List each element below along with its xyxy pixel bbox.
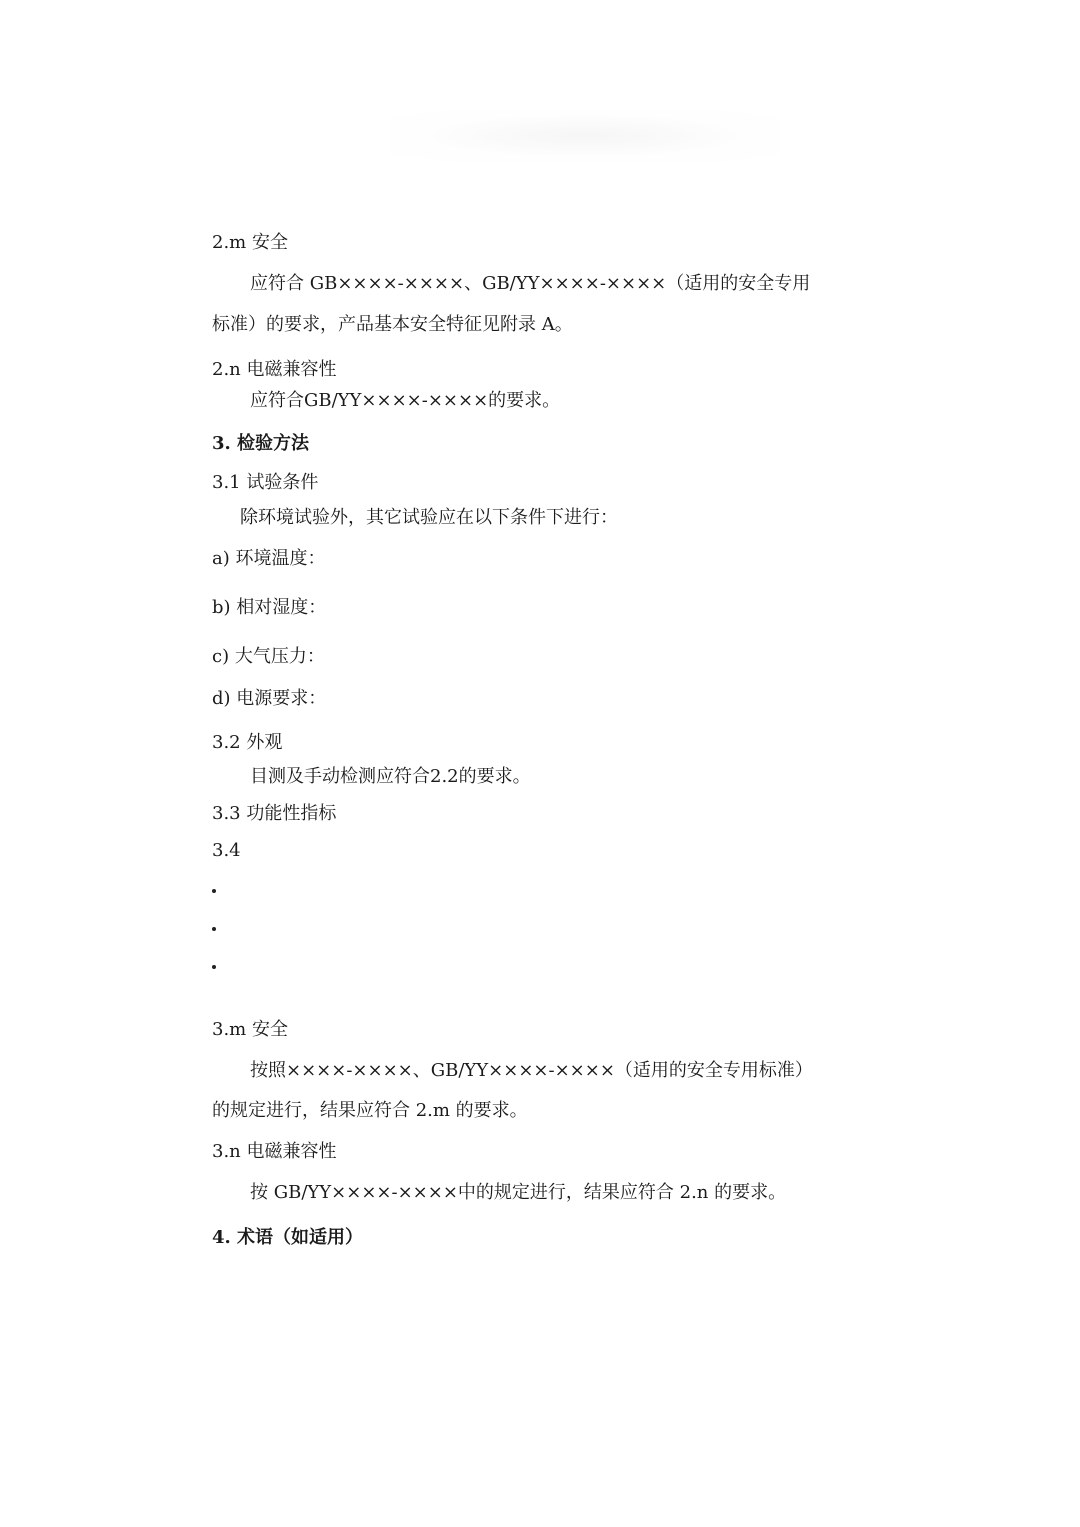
section-3-1-heading: 3.1 试验条件 [212, 472, 319, 493]
section-2m-text-line1: 应符合 GB××××-××××、GB/YY××××-××××（适用的安全专用 [250, 273, 811, 294]
section-3n-text: 按 GB/YY××××-××××中的规定进行，结果应符合 2.n 的要求。 [250, 1182, 787, 1203]
section-4-heading: 4. 术语（如适用） [212, 1227, 364, 1248]
section-3m-heading: 3.m 安全 [212, 1019, 288, 1040]
section-3m-text-line2: 的规定进行，结果应符合 2.m 的要求。 [212, 1100, 528, 1121]
section-3m-text-line1: 按照××××-××××、GB/YY××××-××××（适用的安全专用标准） [250, 1060, 813, 1081]
section-3-1-text: 除环境试验外，其它试验应在以下条件下进行： [240, 507, 618, 528]
ellipsis-dot [212, 889, 216, 893]
ellipsis-dot [212, 927, 216, 931]
section-2n-text: 应符合GB/YY××××-××××的要求。 [250, 390, 561, 411]
condition-b: b) 相对湿度： [212, 597, 327, 618]
faded-header-area [390, 110, 780, 162]
ellipsis-dot [212, 965, 216, 969]
section-3-heading: 3. 检验方法 [212, 433, 310, 454]
section-2m-text-line2: 标准）的要求，产品基本安全特征见附录 A。 [212, 314, 573, 335]
condition-d: d) 电源要求： [212, 688, 327, 709]
section-3-4-heading: 3.4 [212, 840, 241, 861]
section-2n-heading: 2.n 电磁兼容性 [212, 359, 337, 380]
section-2m-heading: 2.m 安全 [212, 232, 288, 253]
section-3-3-heading: 3.3 功能性指标 [212, 803, 337, 824]
condition-a: a) 环境温度： [212, 548, 326, 569]
section-3-2-text: 目测及手动检测应符合2.2的要求。 [250, 766, 531, 787]
section-3n-heading: 3.n 电磁兼容性 [212, 1141, 337, 1162]
condition-c: c) 大气压力： [212, 646, 325, 667]
section-3-2-heading: 3.2 外观 [212, 732, 283, 753]
